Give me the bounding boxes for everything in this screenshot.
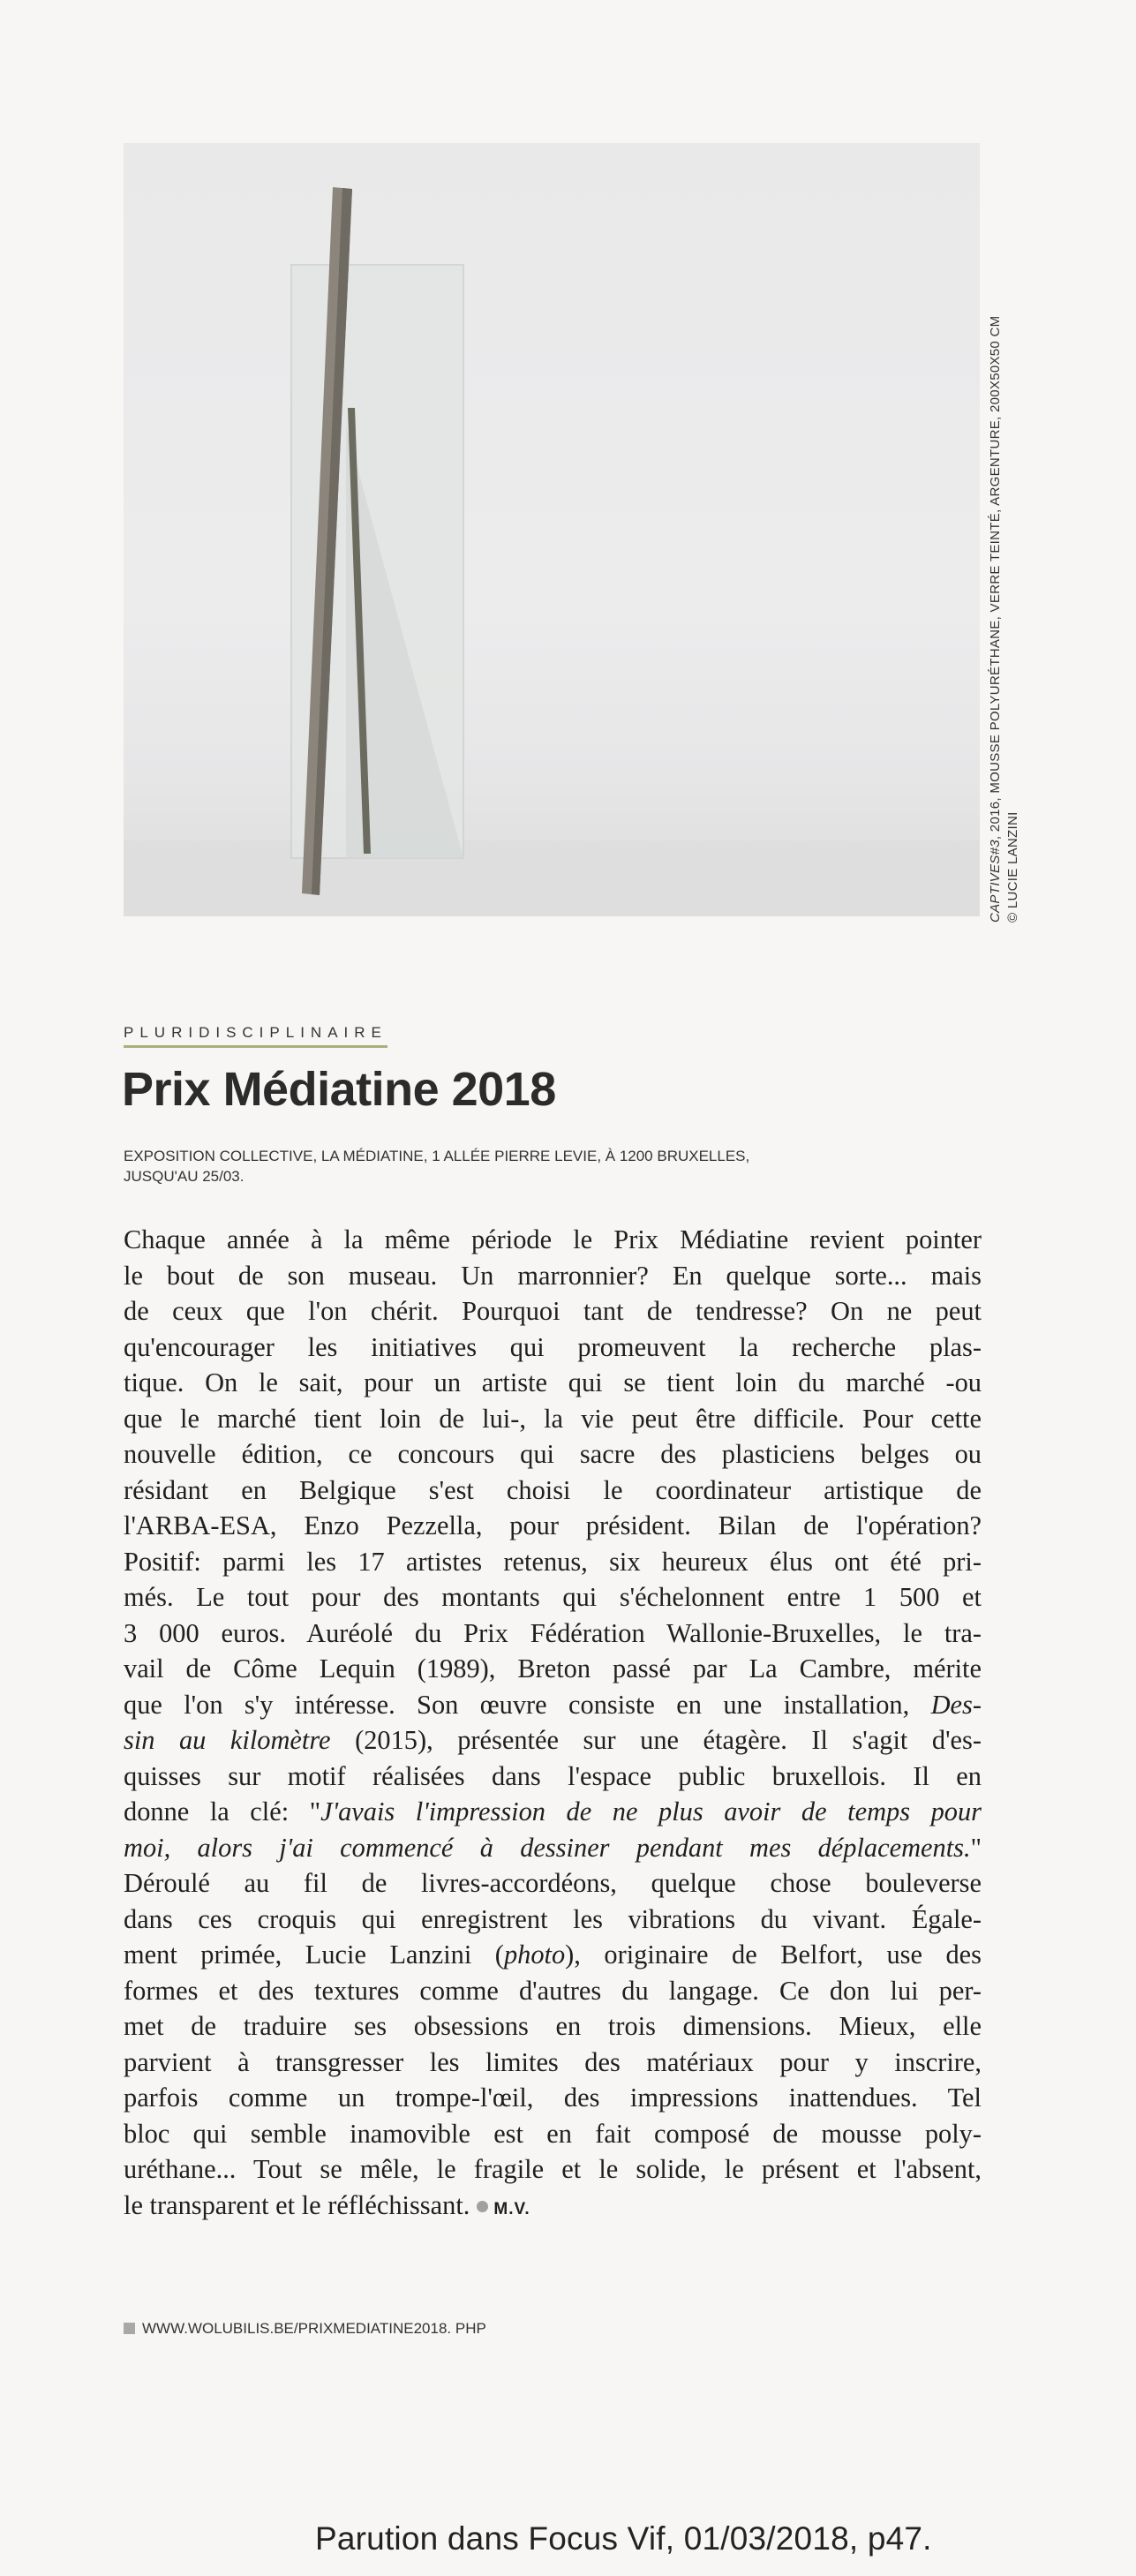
quote-text: moi, alors j'ai commencé à dessiner pendant mes déplacements. — [124, 1832, 971, 1863]
body-line: Positif: parmi les 17 artistes retenus, six heureux élus ont été pri- — [124, 1546, 982, 1577]
body-text: (2015), présentée sur une étagère. Il s'agit d'es- — [355, 1725, 982, 1755]
body-line: 3 000 euros. Auréolé du Prix Fédération Wallonie-Bruxelles, le tra- — [124, 1617, 982, 1648]
body-line: nouvelle édition, ce concours qui sacre des plasticiens belges ou — [124, 1439, 982, 1469]
caption-credit: © LUCIE LANZINI — [1005, 811, 1020, 923]
body-line — [124, 1722, 982, 1759]
photo-reference: photo — [503, 1940, 566, 1970]
quote-text: J'avais l'impression de ne plus avoir de temps pour — [320, 1796, 982, 1827]
website-url: WWW.WOLUBILIS.BE/PRIXMEDIATINE2018. PHP — [142, 2320, 486, 2337]
body-line: l'ARBA-ESA, Enzo Pezzella, pour président. Bilan de l'opération? — [124, 1510, 982, 1540]
author-signature: M.V. — [493, 2199, 530, 2218]
body-text: " — [970, 1832, 982, 1863]
body-text: ment primée, Lucie Lanzini ( — [124, 1940, 504, 1970]
body-text: le transparent et le réfléchissant. — [124, 2189, 470, 2220]
body-line — [124, 1937, 982, 1973]
artwork-title: Des- — [930, 1689, 982, 1720]
exhibition-info — [124, 1146, 918, 1186]
body-line: met de traduire ses obsessions en trois dimensions. Mieux, elle — [124, 2011, 982, 2041]
body-line: résidant en Belgique s'est choisi le coordinateur artistique de — [124, 1474, 982, 1505]
square-bullet-icon — [124, 2323, 135, 2334]
body-line — [124, 2188, 982, 2228]
caption-details: , 2016, MOUSSE POLYURÉTHANE, VERRE TEINTÉ, ARGENTURE, 200X50X50 CM — [988, 315, 1003, 840]
artwork-photo — [124, 143, 980, 916]
body-line: dans ces croquis qui enregistrent les vibrations du vivant. Égale- — [124, 1903, 982, 1934]
article-title: Prix Médiatine 2018 — [122, 1063, 556, 1116]
section-kicker: PLURIDISCIPLINAIRE — [124, 1024, 387, 1048]
body-line — [124, 1794, 982, 1830]
article-body — [124, 1222, 982, 2227]
body-line: parvient à transgresser les limites des matériaux pour y inscrire, — [124, 2046, 982, 2077]
caption-line-1 — [987, 225, 1004, 923]
body-text: que l'on s'y intéresse. Son œuvre consiste en une installation, — [124, 1689, 910, 1720]
body-line: Chaque année à la même période le Prix Médiatine revient pointer — [124, 1224, 982, 1254]
body-line: uréthane... Tout se mêle, le fragile et le solide, le présent et l'absent, — [124, 2154, 982, 2184]
publication-note: Parution dans Focus Vif, 01/03/2018, p47. — [315, 2520, 932, 2557]
artwork-title: sin au kilomètre — [124, 1725, 331, 1755]
body-line: quisses sur motif réalisées dans l'espace public bruxellois. Il en — [124, 1760, 982, 1791]
website-link[interactable] — [124, 2320, 486, 2338]
body-line: bloc qui semble inamovible est en fait composé de mousse poly- — [124, 2118, 982, 2149]
body-line: tique. On le sait, pour un artiste qui se tient loin du marché -ou — [124, 1367, 982, 1397]
photo-caption — [987, 225, 1022, 923]
body-text: ), originaire de Belfort, use des — [565, 1940, 982, 1970]
body-line — [124, 1687, 982, 1723]
bullet-dot-icon — [477, 2201, 488, 2212]
sculpture-illustration — [124, 143, 980, 916]
body-line: vail de Côme Lequin (1989), Breton passé par La Cambre, mérite — [124, 1653, 982, 1683]
info-line-2: JUSQU'AU 25/03. — [124, 1168, 245, 1185]
body-line: que le marché tient loin de lui-, la vie peut être difficile. Pour cette — [124, 1403, 982, 1434]
body-line: formes et des textures comme d'autres du langage. Ce don lui per- — [124, 1975, 982, 2006]
caption-title: CAPTIVES#3 — [988, 840, 1003, 923]
info-line-1: EXPOSITION COLLECTIVE, LA MÉDIATINE, 1 ALLÉE PIERRE LEVIE, À 1200 BRUXELLES, — [124, 1148, 750, 1164]
body-line: més. Le tout pour des montants qui s'échelonnent entre 1 500 et — [124, 1582, 982, 1612]
body-line: parfois comme un trompe-l'œil, des impressions inattendues. Tel — [124, 2083, 982, 2113]
body-line: le bout de son museau. Un marronnier? En quelque sorte... mais — [124, 1260, 982, 1291]
body-line: Déroulé au fil de livres-accordéons, quelque chose bouleverse — [124, 1868, 982, 1898]
body-text: donne la clé: " — [124, 1796, 321, 1827]
body-line: de ceux que l'on chérit. Pourquoi tant de tendresse? On ne peut — [124, 1296, 982, 1326]
body-line — [124, 1830, 982, 1866]
body-line: qu'encourager les initiatives qui promeuvent la recherche plas- — [124, 1331, 982, 1362]
